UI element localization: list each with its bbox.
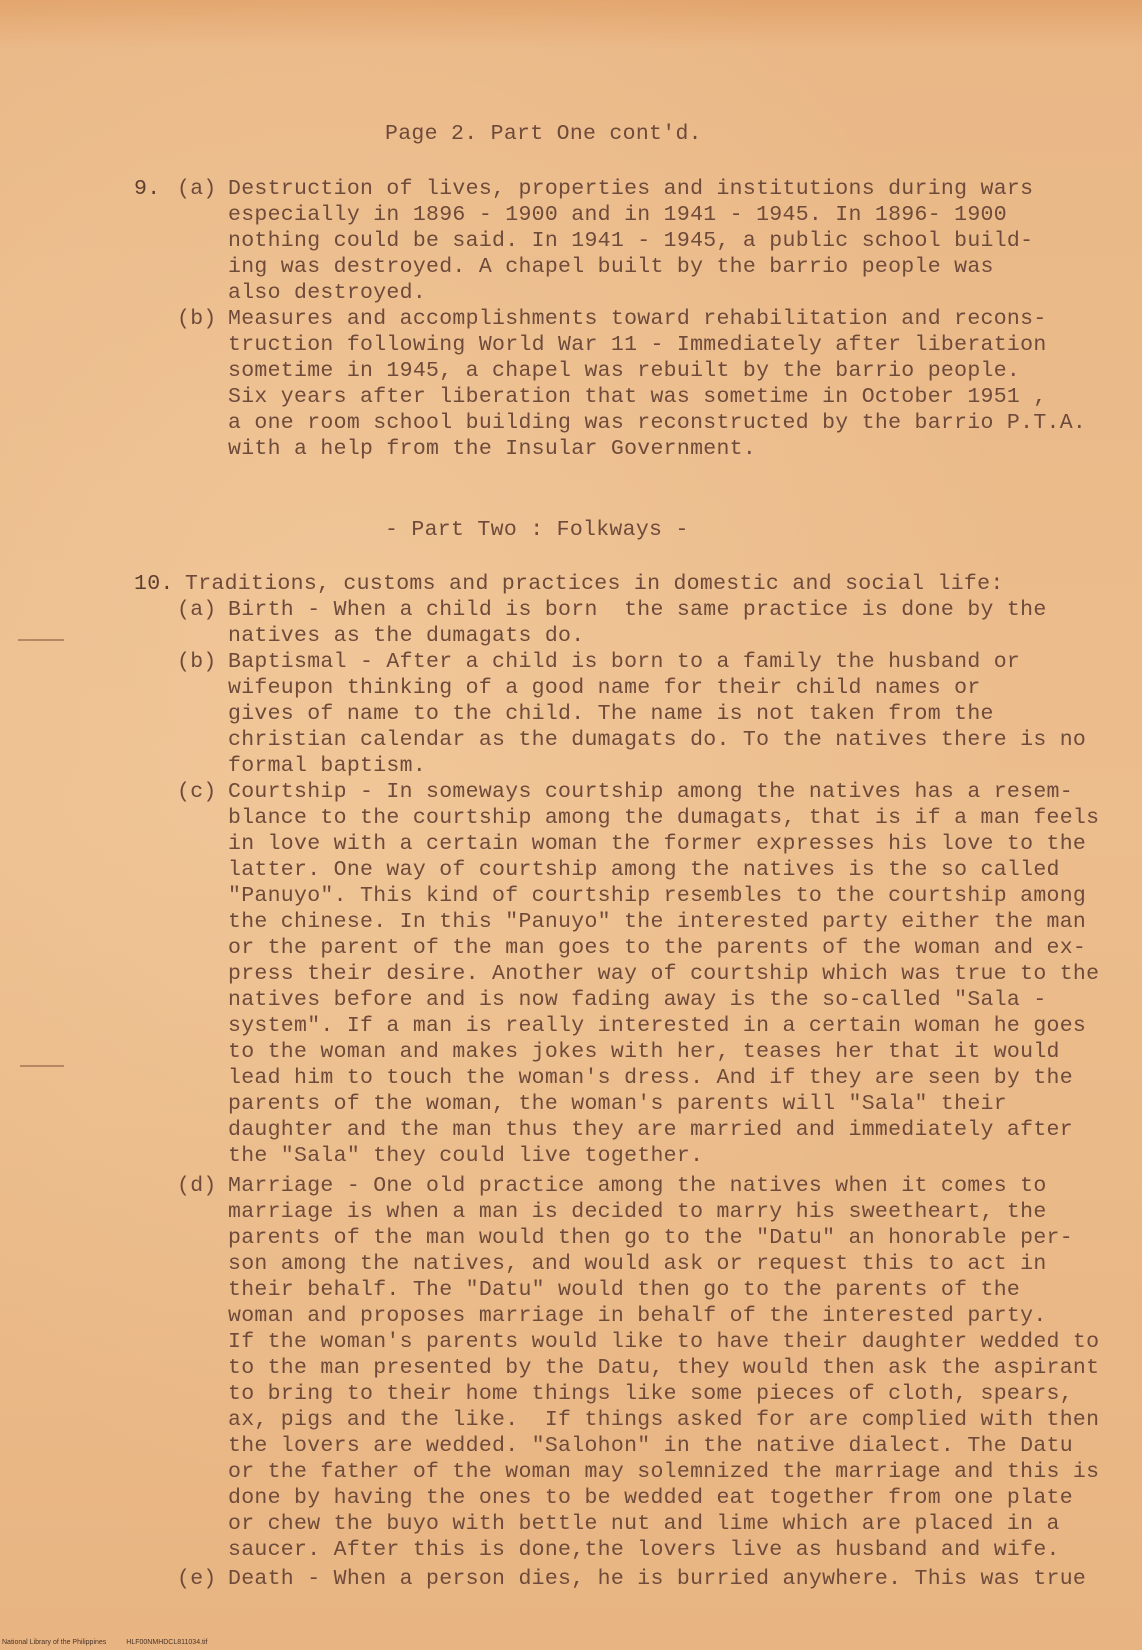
text-line: Death - When a person dies, he is burried anywhere. This was true bbox=[228, 1567, 1087, 1591]
text-line: to the woman and makes jokes with her, teases her that it would bbox=[228, 1040, 1060, 1064]
section-heading: - Part Two : Folkways - bbox=[385, 518, 689, 542]
scan-footer bbox=[2, 1639, 227, 1646]
text-line: or chew the buyo with bettle nut and lime which are placed in a bbox=[228, 1512, 1060, 1536]
text-line: If the woman's parents would like to have their daughter wedded to bbox=[228, 1330, 1100, 1354]
text-line: Destruction of lives, properties and institutions during wars bbox=[228, 177, 1034, 201]
text-line: Measures and accomplishments toward rehabilitation and recons- bbox=[228, 307, 1047, 331]
file-name: HLF00NMHDCL811034.tif bbox=[126, 1639, 208, 1646]
text-line: woman and proposes marriage in behalf of the interested party. bbox=[228, 1304, 1047, 1328]
text-line: saucer. After this is done,the lovers live as husband and wife. bbox=[228, 1538, 1060, 1562]
item-label: (c) bbox=[177, 780, 217, 804]
text-line: also destroyed. bbox=[228, 281, 427, 305]
edge-mark bbox=[18, 639, 64, 641]
edge-mark bbox=[20, 1065, 64, 1067]
text-line: Traditions, customs and practices in domestic and social life: bbox=[185, 572, 1004, 596]
text-line: gives of name to the child. The name is not taken from the bbox=[228, 702, 994, 726]
text-line: natives before and is now fading away is the so-called "Sala - bbox=[228, 988, 1047, 1012]
text-line: to bring to their home things like some pieces of cloth, spears, bbox=[228, 1382, 1073, 1406]
text-line: "Panuyo". This kind of courtship resembles to the courtship among bbox=[228, 884, 1087, 908]
text-line: or the parent of the man goes to the parents of the woman and ex- bbox=[228, 936, 1087, 960]
text-line: wifeupon thinking of a good name for their child names or bbox=[228, 676, 981, 700]
text-line: parents of the woman, the woman's parents will "Sala" their bbox=[228, 1092, 1007, 1116]
text-line: latter. One way of courtship among the natives is the so called bbox=[228, 858, 1060, 882]
text-line: Courtship - In someways courtship among the natives has a resem- bbox=[228, 780, 1073, 804]
item-number: 10. bbox=[134, 572, 174, 596]
text-line: son among the natives, and would ask or request this to act in bbox=[228, 1252, 1047, 1276]
text-line: formal baptism. bbox=[228, 754, 427, 778]
library-credit: National Library of the Philippines bbox=[2, 1639, 107, 1646]
item-label: (b) bbox=[177, 650, 217, 674]
text-line: ax, pigs and the like. If things asked for are complied with then bbox=[228, 1408, 1100, 1432]
text-line: nothing could be said. In 1941 - 1945, a public school build- bbox=[228, 229, 1034, 253]
page-header: Page 2. Part One cont'd. bbox=[385, 122, 702, 146]
text-line: a one room school building was reconstructed by the barrio P.T.A. bbox=[228, 411, 1087, 435]
text-line: ing was destroyed. A chapel built by the barrio people was bbox=[228, 255, 994, 279]
text-line: to the man presented by the Datu, they would then ask the aspirant bbox=[228, 1356, 1100, 1380]
text-line: sometime in 1945, a chapel was rebuilt by the barrio people. bbox=[228, 359, 1021, 383]
item-label: (e) bbox=[177, 1567, 217, 1591]
text-line: natives as the dumagats do. bbox=[228, 624, 585, 648]
text-line: the chinese. In this "Panuyo" the interested party either the man bbox=[228, 910, 1087, 934]
text-line: their behalf. The "Datu" would then go to the parents of the bbox=[228, 1278, 1021, 1302]
text-line: press their desire. Another way of courtship which was true to the bbox=[228, 962, 1100, 986]
text-line: or the father of the woman may solemnized the marriage and this is bbox=[228, 1460, 1100, 1484]
text-line: daughter and the man thus they are married and immediately after bbox=[228, 1118, 1073, 1142]
text-line: marriage is when a man is decided to marry his sweetheart, the bbox=[228, 1200, 1047, 1224]
text-line: blance to the courtship among the dumagats, that is if a man feels bbox=[228, 806, 1100, 830]
text-line: the lovers are wedded. "Salohon" in the native dialect. The Datu bbox=[228, 1434, 1073, 1458]
item-label: (a) bbox=[177, 177, 217, 201]
text-line: Birth - When a child is born the same practice is done by the bbox=[228, 598, 1047, 622]
item-number: 9. bbox=[134, 177, 161, 201]
text-line: christian calendar as the dumagats do. To the natives there is no bbox=[228, 728, 1087, 752]
text-line: Six years after liberation that was sometime in October 1951 , bbox=[228, 385, 1047, 409]
text-line: in love with a certain woman the former expresses his love to the bbox=[228, 832, 1087, 856]
text-line: especially in 1896 - 1900 and in 1941 - 1945. In 1896- 1900 bbox=[228, 203, 1007, 227]
text-line: truction following World War 11 - Immediately after liberation bbox=[228, 333, 1047, 357]
text-line: lead him to touch the woman's dress. And if they are seen by the bbox=[228, 1066, 1073, 1090]
item-label: (a) bbox=[177, 598, 217, 622]
text-line: Baptismal - After a child is born to a family the husband or bbox=[228, 650, 1021, 674]
item-label: (d) bbox=[177, 1174, 217, 1198]
item-label: (b) bbox=[177, 307, 217, 331]
text-line: Marriage - One old practice among the natives when it comes to bbox=[228, 1174, 1047, 1198]
text-line: the "Sala" they could live together. bbox=[228, 1144, 704, 1168]
text-line: parents of the man would then go to the "Datu" an honorable per- bbox=[228, 1226, 1073, 1250]
text-line: with a help from the Insular Government. bbox=[228, 437, 757, 461]
text-line: system". If a man is really interested in a certain woman he goes bbox=[228, 1014, 1087, 1038]
text-line: done by having the ones to be wedded eat together from one plate bbox=[228, 1486, 1073, 1510]
